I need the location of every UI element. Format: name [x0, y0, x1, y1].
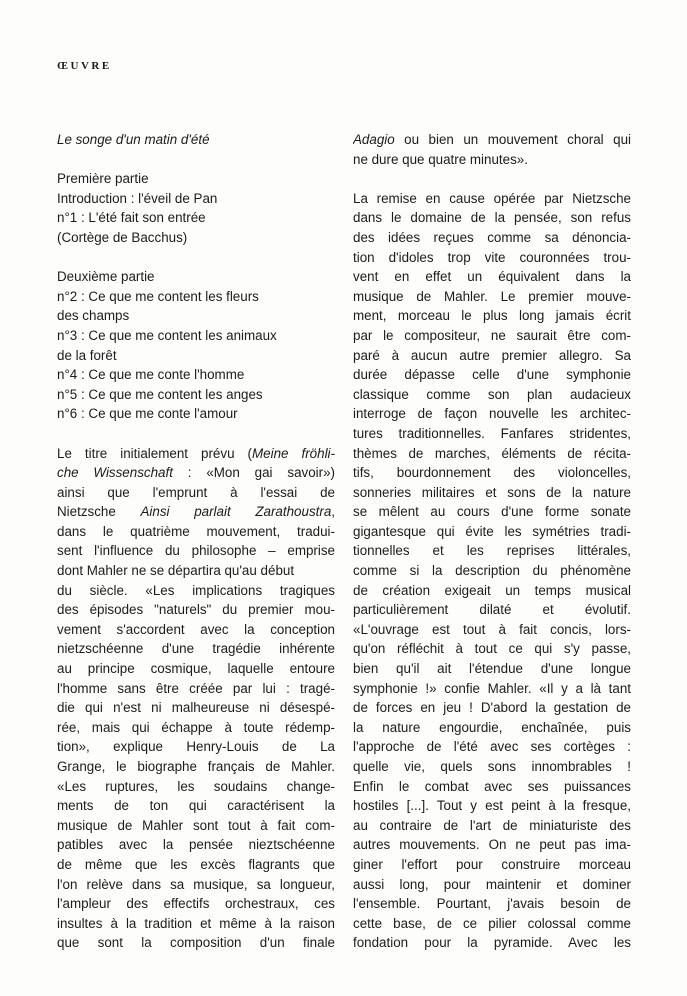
text-line: au contraire de l'art de miniaturiste des [353, 817, 631, 833]
text-line: die qui n'est ni malheureuse ni désespé- [57, 700, 335, 716]
text-line: durée dépasse celle d'une symphonie [353, 367, 631, 383]
text-line: ainsi que l'emprunt à l'essai de [57, 484, 335, 500]
text-line: Deuxième partie [57, 269, 155, 285]
text-line: l'approche de l'été avec ses cortèges : [353, 739, 631, 755]
text-line [57, 444, 335, 464]
text-segment: , [331, 504, 335, 520]
text-line: dans le domaine de la pensée, son refus [353, 210, 631, 226]
text-line: tifs, bourdonnement des violoncelles, [353, 465, 631, 481]
italic-text: Adagio [353, 132, 395, 147]
text-line: vent en effet un équivalent dans la [353, 269, 631, 285]
text-line: du siècle. «Les implications tragiques [57, 582, 335, 598]
text-line: rée, mais qui échappe à toute rédemp- [57, 719, 335, 735]
italic-text: Ainsi parlait Zarathoustra [140, 504, 332, 520]
text-line: des champs [57, 308, 130, 324]
text-line: de la forêt [57, 347, 117, 363]
text-line: que sont la composition d'un finale [57, 935, 335, 951]
text-line: paré à aucun autre premier allegro. Sa [353, 347, 631, 363]
text-line: n°4 : Ce que me conte l'homme [57, 367, 245, 383]
text-line: cette base, de ce pilier colossal comme [353, 915, 631, 931]
text-segment: : «Mon gai savoir») [172, 465, 335, 481]
text-line: autres mouvements. On ne peut pas ima- [353, 837, 631, 853]
section-header: ŒUVRE [57, 60, 112, 72]
text-line: La remise en cause opérée par Nietzsche [353, 190, 631, 206]
text-line: l'ampleur des effectifs orchestraux, ces [57, 896, 335, 912]
text-line: insultes à la tradition et même à la raison [57, 915, 335, 931]
text-line: de même que les excès flagrants que [57, 856, 335, 872]
text-line: «Les ruptures, les soudains change- [57, 778, 335, 794]
text-line: patibles avec la pensée nieztschéenne [57, 837, 335, 853]
text-line: aussi long, pour maintenir et dominer [353, 876, 631, 892]
text-line [57, 502, 335, 522]
text-line: sonneries militaires et sons de la nature [353, 484, 631, 500]
text-line: comme si la description du phénomène [353, 563, 631, 579]
text-line: Introduction : l'éveil de Pan [57, 190, 218, 206]
text-line: des épisodes "naturels" du premier mou- [57, 602, 335, 618]
text-segment: Nietzsche [57, 504, 141, 520]
text-line: Le songe d'un matin d'été [57, 132, 210, 147]
text-line: fondation pour la pyramide. Avec les [353, 935, 631, 951]
text-line: tion d'idoles trop vite couronnées trou- [353, 249, 631, 265]
text-line: se mêlent au cours d'une forme sonate [353, 504, 631, 520]
text-line: par le compositeur, ne saurait être com- [353, 327, 631, 343]
text-line: quelle vie, quels sons innombrables ! [353, 759, 631, 774]
text-line: ments de ton qui caractérisent la [57, 798, 335, 814]
text-line: n°3 : Ce que me content les animaux [57, 327, 277, 343]
text-line: Enfin le combat avec ses puissances [353, 778, 631, 794]
text-line: musique de Mahler sont tout à fait com- [57, 817, 335, 833]
text-line: musique de Mahler. Le premier mouve- [353, 288, 631, 304]
text-line: dont Mahler ne se départira qu'au début [57, 563, 295, 579]
text-line: particulièrement dilaté et évolutif. [353, 602, 631, 618]
text-line: n°1 : L'été fait son entrée [57, 210, 206, 226]
text-line: l'homme sans être créée par lui : tragé- [57, 680, 335, 696]
text-line: nietzschéenne d'une tragédie inhérente [57, 641, 335, 657]
paragraph-gap [353, 169, 631, 189]
text-line: Première partie [57, 171, 149, 187]
text-line: ne dure que quatre minutes». [353, 151, 528, 167]
text-line: Grange, le biographe français de Mahler. [57, 759, 335, 774]
text-line: tures traditionnelles. Fanfares stridentes, [353, 425, 631, 441]
text-line: au principe cosmique, laquelle entoure [57, 661, 335, 677]
text-line: des idées reçues comme sa dénoncia- [353, 229, 631, 245]
text-line: sent l'influence du philosophe – emprise [57, 543, 335, 559]
paragraph-gap [57, 150, 335, 170]
text-line: bien qu'il ait l'étendue d'une longue [353, 661, 631, 677]
text-line: «L'ouvrage est tout à fait concis, lors- [353, 621, 631, 637]
paragraph-gap [57, 424, 335, 444]
text-line: thèmes de marches, éléments de récita- [353, 445, 631, 461]
text-line: (Cortège de Bacchus) [57, 229, 188, 245]
text-line: symphonie !» confie Mahler. «Il y a là tant [353, 680, 631, 696]
text-line [353, 130, 631, 150]
text-line: la nature engourdie, enchaînée, puis [353, 719, 631, 735]
text-segment: ou bien un mouvement choral qui [394, 132, 631, 147]
text-line: dans le quatrième mouvement, tradui- [57, 523, 335, 539]
text-line: giner l'effort pour construire morceau [353, 856, 631, 872]
italic-text: che Wissenschaft [57, 465, 173, 481]
text-line: l'ensemble. Pourtant, j'avais besoin de [353, 896, 631, 912]
text-line: qu'on réfléchit à tout ce qui s'y passe, [353, 641, 631, 657]
text-line: de forces en jeu ! D'abord la gestation de [353, 700, 631, 716]
text-line: gigantesque qui évite les symétries tradi- [353, 523, 631, 539]
left-text-column [57, 130, 335, 953]
text-line: ment, morceau le plus long jamais écrit [353, 308, 631, 324]
text-line [57, 463, 335, 483]
text-line: n°5 : Ce que me content les anges [57, 386, 263, 402]
paragraph-gap [57, 248, 335, 268]
text-line: l'on relève dans sa musique, sa longueur, [57, 876, 335, 892]
text-line: tionnelles et les reprises littérales, [353, 543, 631, 559]
text-line: hostiles [...]. Tout y est peint à la fresque, [353, 798, 631, 814]
italic-text: Meine fröhli- [252, 445, 335, 461]
text-line: de création exigeait un temps musical [353, 582, 631, 598]
text-line: classique comme son plan audacieux [353, 386, 631, 402]
text-line: vement s'accordent avec la conception [57, 621, 335, 637]
text-line: n°6 : Ce que me conte l'amour [57, 406, 238, 422]
text-line: interroge de façon nouvelle les architec- [353, 406, 631, 422]
right-text-column [353, 130, 631, 953]
text-segment: Le titre initialement prévu ( [57, 445, 252, 461]
text-line: n°2 : Ce que me content les fleurs [57, 288, 259, 304]
text-line: tion», explique Henry-Louis de La [57, 739, 335, 755]
